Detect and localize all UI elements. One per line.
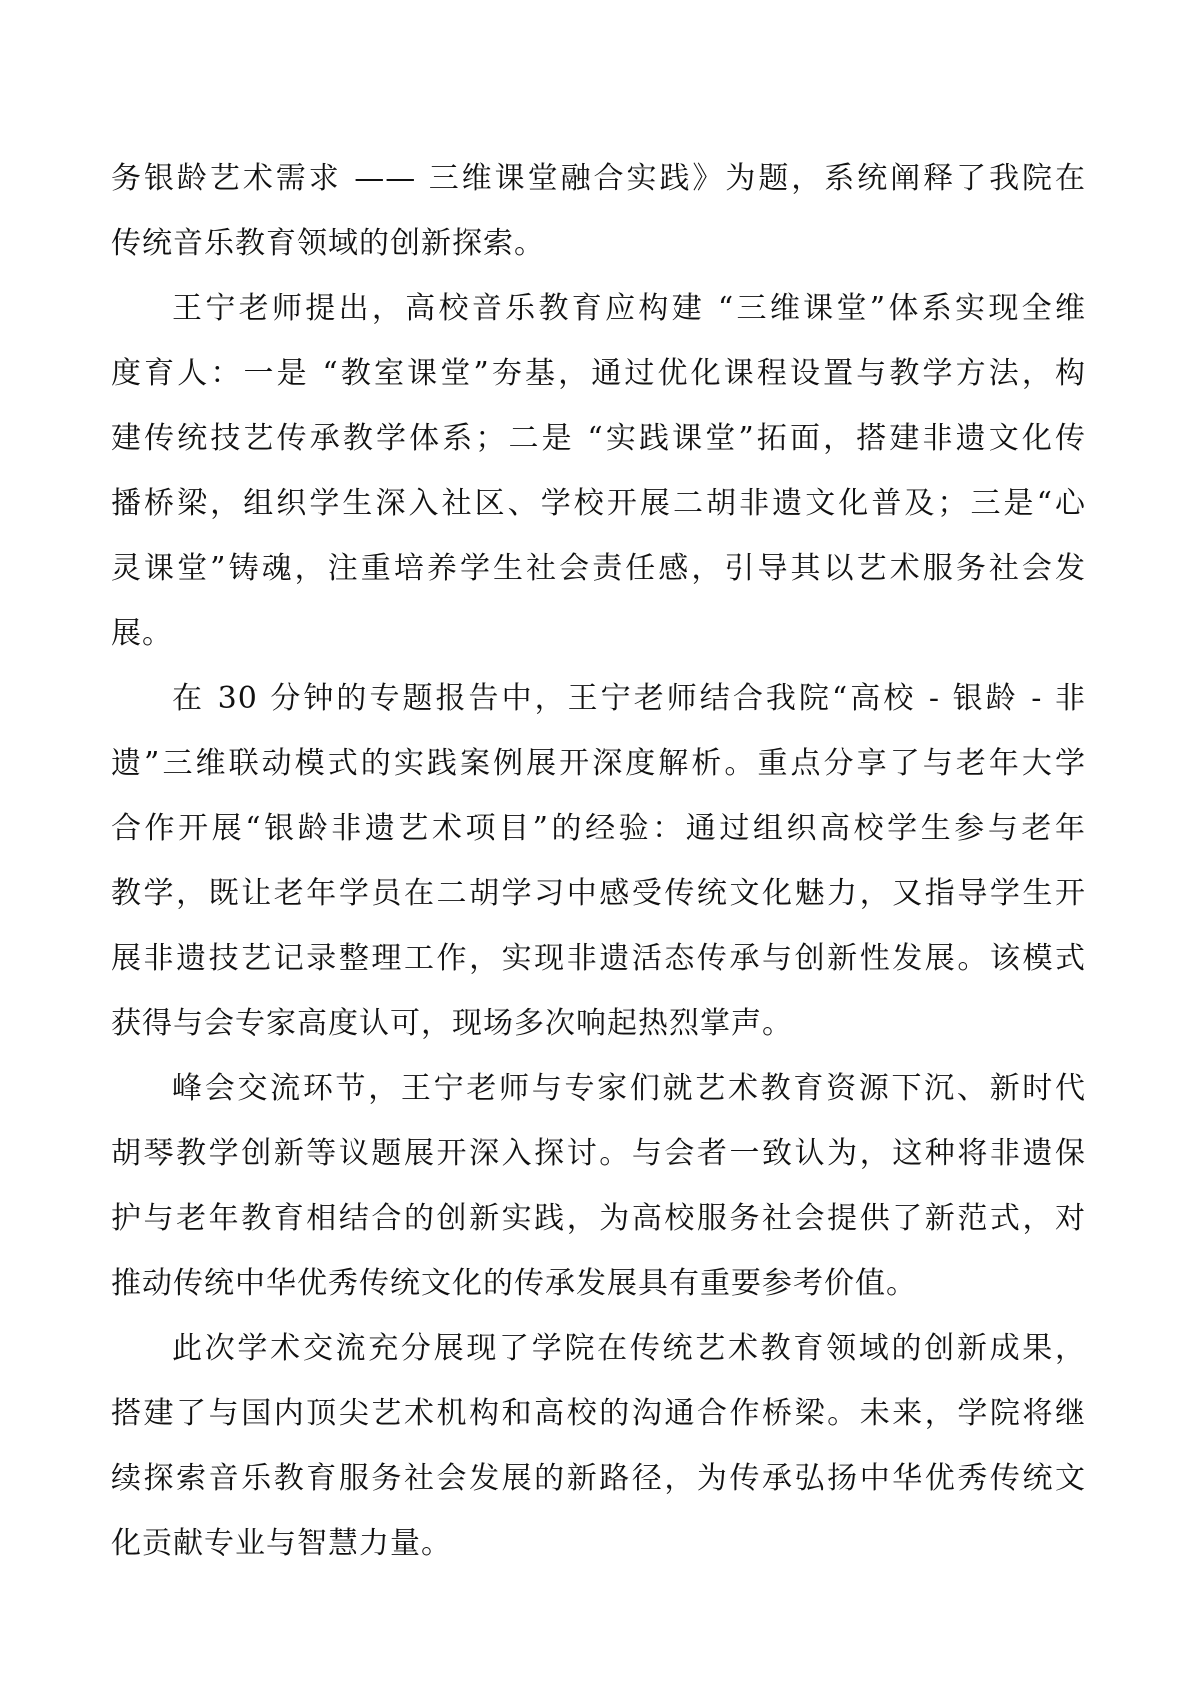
paragraph-line: 播桥梁，组织学生深入社区、学校开展二胡非遗文化普及；三是“心: [111, 486, 1086, 521]
paragraph-line: 峰会交流环节，王宁老师与专家们就艺术教育资源下沉、新时代: [172, 1071, 1086, 1106]
paragraph-5: [111, 1316, 1086, 1576]
paragraph-line: 搭建了与国内顶尖艺术机构和高校的沟通合作桥梁。未来，学院将继: [111, 1396, 1086, 1431]
paragraph-line: 灵课堂”铸魂，注重培养学生社会责任感，引导其以艺术服务社会发: [111, 551, 1086, 586]
paragraph-line: 护与老年教育相结合的创新实践，为高校服务社会提供了新范式，对: [111, 1201, 1086, 1236]
paragraph-line: 在 30 分钟的专题报告中，王宁老师结合我院“高校 - 银龄 - 非: [172, 681, 1086, 716]
paragraph-line: 建传统技艺传承教学体系；二是 “实践课堂”拓面，搭建非遗文化传: [111, 421, 1086, 456]
document-body: [111, 146, 1086, 1576]
paragraph-line: 化贡献专业与智慧力量。: [111, 1526, 452, 1561]
paragraph-line: 传统音乐教育领域的创新探索。: [111, 226, 545, 261]
paragraph-line: 展非遗技艺记录整理工作，实现非遗活态传承与创新性发展。该模式: [111, 941, 1086, 976]
paragraph-2: [111, 276, 1086, 666]
paragraph-line: 展。: [111, 616, 173, 651]
paragraph-line: 胡琴教学创新等议题展开深入探讨。与会者一致认为，这种将非遗保: [111, 1136, 1086, 1171]
paragraph-line: 教学，既让老年学员在二胡学习中感受传统文化魅力，又指导学生开: [111, 876, 1086, 911]
paragraph-line: 续探索音乐教育服务社会发展的新路径，为传承弘扬中华优秀传统文: [111, 1461, 1086, 1496]
paragraph-line: 遗”三维联动模式的实践案例展开深度解析。重点分享了与老年大学: [111, 746, 1086, 781]
paragraph-line: 此次学术交流充分展现了学院在传统艺术教育领域的创新成果，: [172, 1331, 1086, 1366]
paragraph-line: 务银龄艺术需求 —— 三维课堂融合实践》为题，系统阐释了我院在: [111, 161, 1086, 196]
paragraph-3: [111, 666, 1086, 1056]
paragraph-line: 度育人：一是 “教室课堂”夯基，通过优化课程设置与教学方法，构: [111, 356, 1086, 391]
paragraph-4: [111, 1056, 1086, 1316]
paragraph-line: 推动传统中华优秀传统文化的传承发展具有重要参考价值。: [111, 1266, 917, 1301]
paragraph-line: 获得与会专家高度认可，现场多次响起热烈掌声。: [111, 1006, 793, 1041]
paragraph-line: 合作开展“银龄非遗艺术项目”的经验：通过组织高校学生参与老年: [111, 811, 1086, 846]
paragraph-1: [111, 146, 1086, 276]
paragraph-line: 王宁老师提出，高校音乐教育应构建 “三维课堂”体系实现全维: [172, 291, 1086, 326]
